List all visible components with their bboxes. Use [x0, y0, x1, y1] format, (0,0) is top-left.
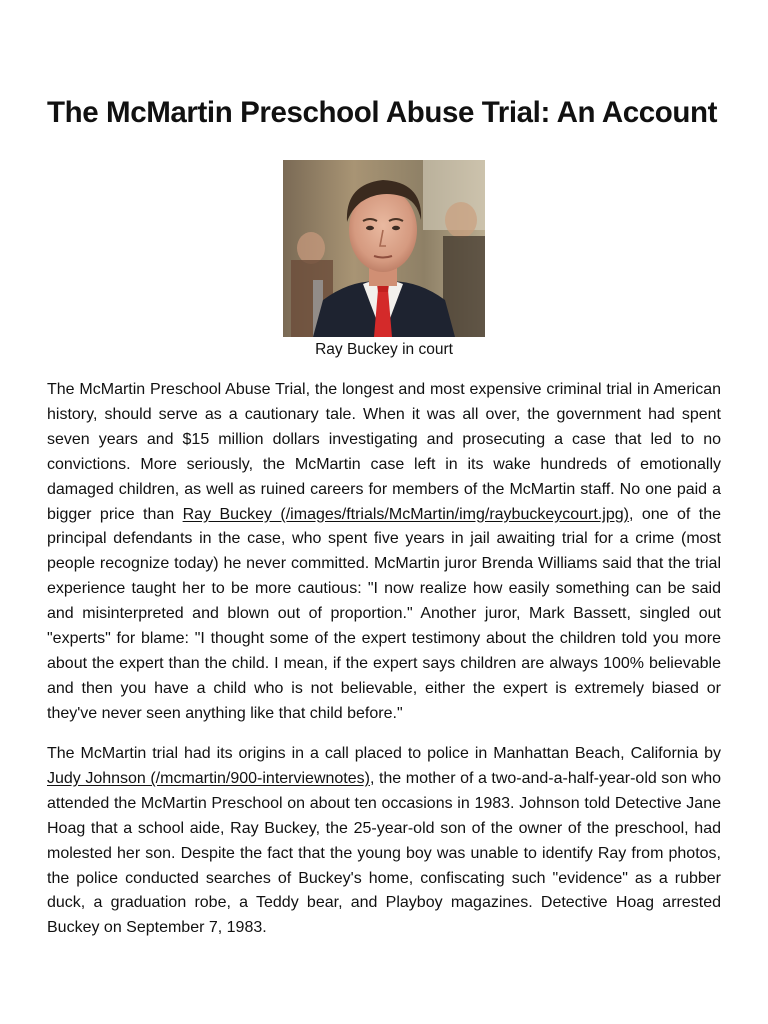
paragraph-2-text-a: The McMartin trial had its origins in a call placed to police in Manhattan Beach, California by	[47, 745, 721, 762]
courtroom-photo	[283, 160, 485, 337]
judy-johnson-link[interactable]: Judy Johnson (/mcmartin/900-interviewnotes)	[47, 769, 370, 787]
ray-buckey-link[interactable]: Ray Buckey (/images/ftrials/McMartin/img/raybuckeycourt.jpg)	[182, 505, 629, 523]
article-paragraph-2	[47, 742, 721, 941]
paragraph-1-text-b: , one of the principal defendants in the case, who spent five years in jail awaiting trial for a crime (most people recognize today) he never committed. McMartin juror Brenda Williams said that the trial experience taught her to be more cautious: "I now realize how easily something can be said and misinterpreted and blown out of proportion." Another juror, Mark Bassett, singled out "experts" for blame: "I thought some of the expert testimony about the children told you more about the expert than the child. I mean, if the expert says children are always 100% believable and then you have a child who is not believable, either the expert is extremely biased or they've never seen anything like that child before."	[47, 505, 721, 722]
article-figure	[283, 160, 485, 358]
article-paragraph-1	[47, 378, 721, 727]
paragraph-1-text-a: The McMartin Preschool Abuse Trial, the longest and most expensive criminal trial in American history, should serve as a cautionary tale. When it was all over, the government had spent seven years and $15 million dollars investigating and prosecuting a case that led to no convictions. More seriously, the McMartin case left in its wake hundreds of emotionally damaged children, as well as ruined careers for members of the McMartin staff. No one paid a bigger price than	[47, 381, 721, 523]
article-title: The McMartin Preschool Abuse Trial: An Account	[47, 96, 718, 129]
figure-caption: Ray Buckey in court	[315, 341, 453, 358]
paragraph-2-text-b: , the mother of a two-and-a-half-year-old son who attended the McMartin Preschool on about ten occasions in 1983. Johnson told Detective Jane Hoag that a school aide, Ray Buckey, the 25-year-old son of the owner of the preschool, had molested her son. Despite the fact that the young boy was unable to identify Ray from photos, the police conducted searches of Buckey's home, confiscating such "evidence" as a rubber duck, a graduation robe, a Teddy bear, and Playboy magazines. Detective Hoag arrested Buckey on September 7, 1983.	[47, 769, 721, 937]
